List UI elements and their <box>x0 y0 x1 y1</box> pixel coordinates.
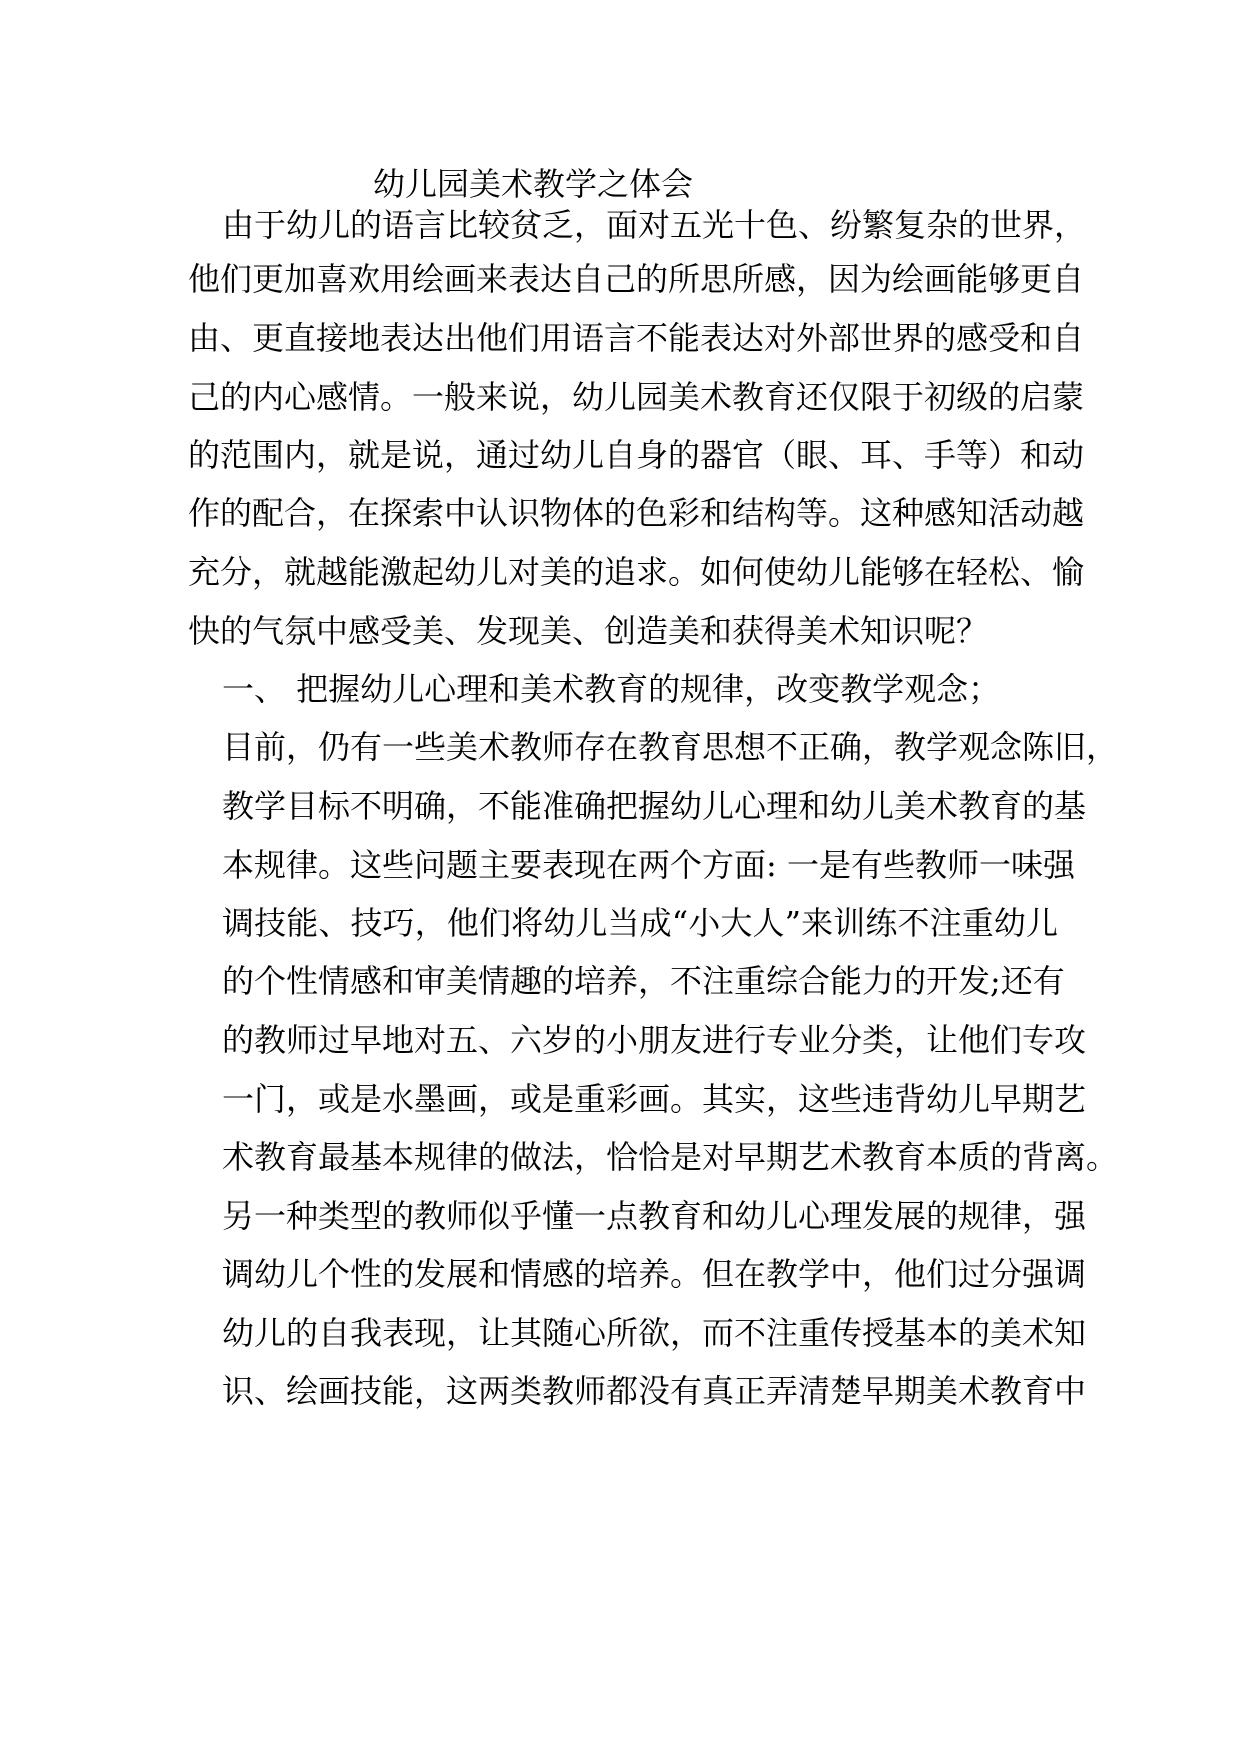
paragraph-line: 幼儿的自我表现，让其随心所欲，而不注重传授基本的美术知 <box>222 1314 1087 1352</box>
paragraph-line: 识、绘画技能，这两类教师都没有真正弄清楚早期美术教育中 <box>222 1372 1087 1410</box>
paragraph-line: 充分，就越能激起幼儿对美的追求。如何使幼儿能够在轻松、愉 <box>188 553 1085 591</box>
document-title: 幼儿园美术教学之体会 <box>373 165 694 203</box>
paragraph-line: 一门，或是水墨画，或是重彩画。其实，这些违背幼儿早期艺 <box>222 1080 1087 1118</box>
paragraph-line: 快的气氛中感受美、发现美、创造美和获得美术知识呢？ <box>188 612 989 650</box>
paragraph-line: 的教师过早地对五、六岁的小朋友进行专业分类，让他们专攻 <box>222 1021 1087 1059</box>
paragraph-line: 目前，仍有一些美术教师存在教育思想不正确，教学观念陈旧， <box>222 728 1119 766</box>
paragraph-line: 的范围内，就是说，通过幼儿自身的器官（眼、耳、手等）和动 <box>188 436 1085 474</box>
paragraph-line: 术教育最基本规律的做法，恰恰是对早期艺术教育本质的背离。 <box>222 1138 1119 1176</box>
paragraph-line: 调幼儿个性的发展和情感的培养。但在教学中，他们过分强调 <box>222 1255 1087 1293</box>
paragraph-line: 作的配合，在探索中认识物体的色彩和结构等。这种感知活动越 <box>188 494 1085 532</box>
section-heading: 一、 把握幼儿心理和美术教育的规律，改变教学观念； <box>222 670 1001 708</box>
paragraph-line: 本规律。这些问题主要表现在两个方面: 一是有些教师一味强 <box>222 846 1075 884</box>
paragraph-line: 另一种类型的教师似乎懂一点教育和幼儿心理发展的规律，强 <box>222 1197 1087 1235</box>
paragraph-line: 调技能、技巧，他们将幼儿当成“小大人”来训练不注重幼儿 <box>222 904 1058 942</box>
paragraph-line: 的个性情感和审美情趣的培养，不注重综合能力的开发;还有 <box>222 962 1065 1000</box>
paragraph-line: 他们更加喜欢用绘画来表达自己的所思所感，因为绘画能够更自 <box>188 260 1085 298</box>
paragraph-line: 由、更直接地表达出他们用语言不能表达对外部世界的感受和自 <box>188 319 1085 357</box>
paragraph-line: 教学目标不明确，不能准确把握幼儿心理和幼儿美术教育的基 <box>222 787 1087 825</box>
paragraph-line: 己的内心感情。一般来说，幼儿园美术教育还仅限于初级的启蒙 <box>188 378 1085 416</box>
paragraph-line: 由于幼儿的语言比较贫乏，面对五光十色、纷繁复杂的世界， <box>222 206 1087 244</box>
